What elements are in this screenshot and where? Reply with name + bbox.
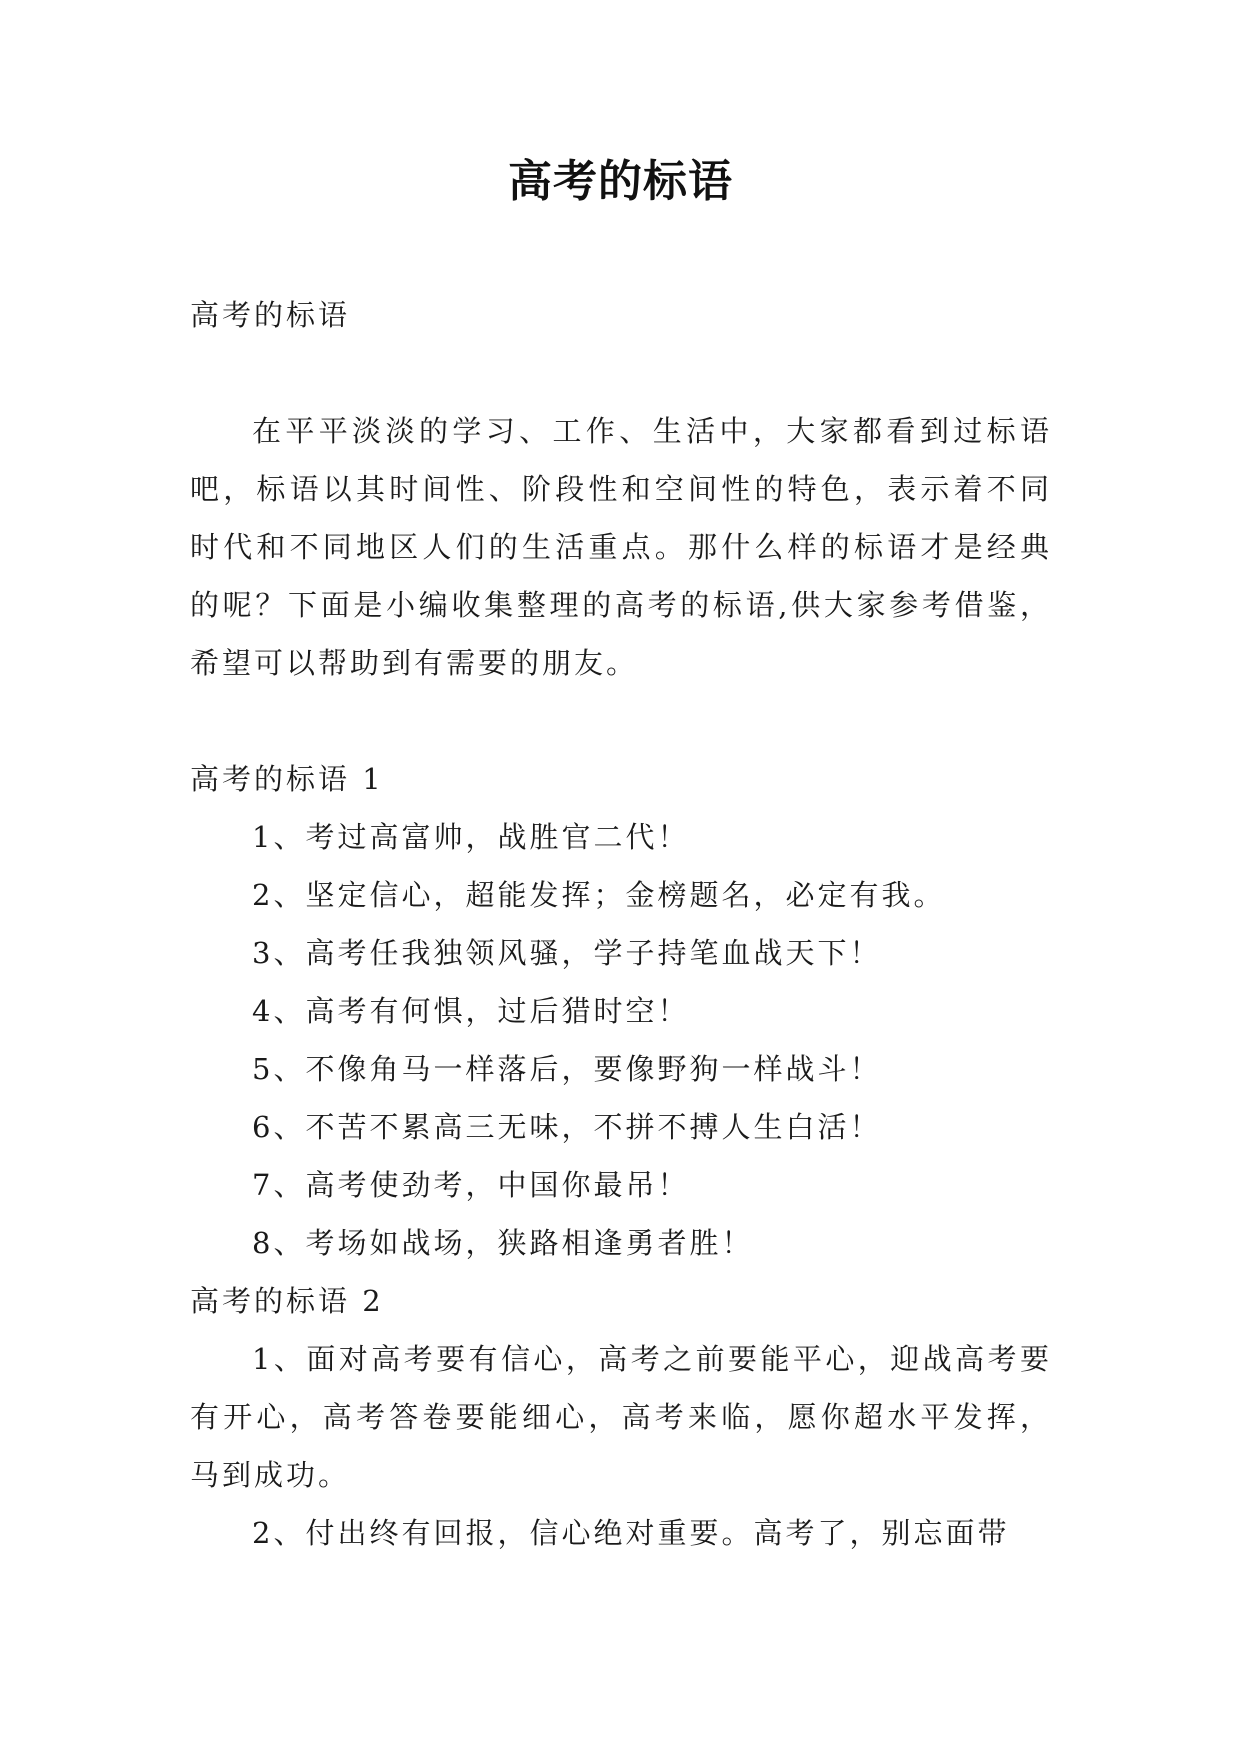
slogan-item: 7、高考使劲考，中国你最吊！ xyxy=(252,1168,690,1202)
slogan-item: 3、高考任我独领风骚，学子持笔血战天下！ xyxy=(252,936,882,970)
document-title: 高考的标语 xyxy=(508,156,733,207)
intro-paragraph: 在平平淡淡的学习、工作、生活中，大家都看到过标语吧，标语以其时间性、阶段性和空间性的特色，表示着不同时代和不同地区人们的生活重点。那什么样的标语才是经典的呢？下面是小编收集整理的高考的标语,供大家参考借鉴，希望可以帮助到有需要的朋友。 xyxy=(190,414,1052,680)
slogan-item: 6、不苦不累高三无味，不拼不搏人生白活！ xyxy=(252,1110,882,1144)
document-subtitle: 高考的标语 xyxy=(190,298,351,332)
section-heading: 高考的标语 2 xyxy=(190,1284,384,1318)
document-body xyxy=(190,286,1052,1562)
slogan-item: 1、考过高富帅，战胜官二代！ xyxy=(252,820,690,854)
slogan-item: 4、高考有何惧，过后猎时空！ xyxy=(252,994,690,1028)
slogan-item: 5、不像角马一样落后，要像野狗一样战斗！ xyxy=(252,1052,882,1086)
slogan-item: 1、面对高考要有信心，高考之前要能平心，迎战高考要有开心，高考答卷要能细心，高考来临，愿你超水平发挥，马到成功。 xyxy=(190,1342,1052,1492)
slogan-item: 8、考场如战场，狭路相逢勇者胜！ xyxy=(252,1226,754,1260)
slogan-item: 2、坚定信心，超能发挥；金榜题名，必定有我。 xyxy=(252,878,946,912)
section-heading: 高考的标语 1 xyxy=(190,762,384,796)
slogan-item: 2、付出终有回报，信心绝对重要。高考了，别忘面带 xyxy=(252,1516,1010,1550)
